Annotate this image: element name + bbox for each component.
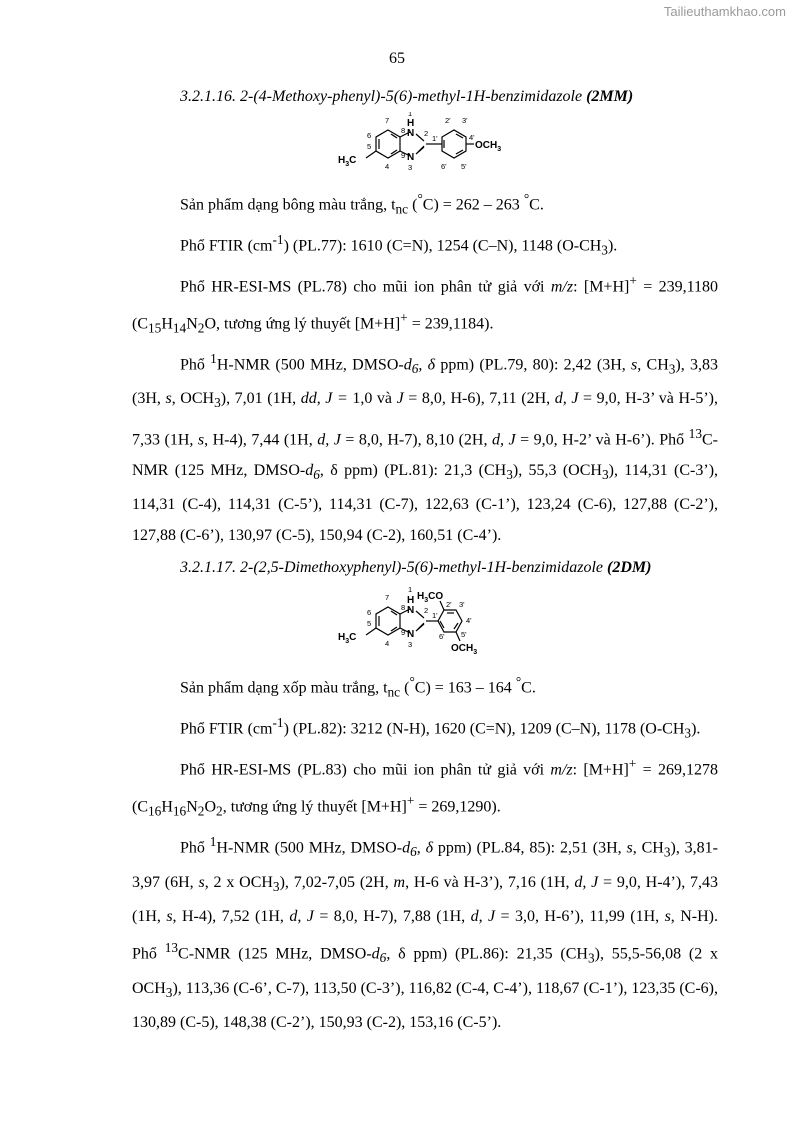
locant: 2' [446,600,452,610]
atom-h3c: $H_3C$ [338,632,357,646]
locant: 3 [408,163,413,172]
locant: 1' [432,611,438,621]
locant: 6 [367,131,372,140]
compound-code: (2MM) [586,88,634,105]
locant: 6' [441,162,447,171]
c2-appearance: Sản phẩm dạng xốp màu trắng, $t_{nc}$ (°C) = 163 – 164 °C. [180,674,536,700]
c1-nmr: Phổ $^1$H-NMR (500 MHz, DMSO-$d_6$, δ ppm) (PL.79, 80): 2,42 (3H, s, $CH_3$), 3,83 (3H, s, $OCH_3$), 7,01 (1H, dd, J = 1,0 và J = 8,0, H-6), 7,11 (2H, d, J = 9,0, H-3’ và H-5’), 7,33 (1H, s, H-4), 7,44 (1H, d, J = 8,0, H-7), 8,10 (2H, d, J = 9,0, H-2’ và H-6’). Phổ $^{13}$C-NMR (125 MHz, DMSO-$d_6$, δ ppm) (PL.81): 21,3 $(CH_3)$, 55,3 $(OCH_3)$, 114,31 (C-3’), 114,31 (C-4), 114,31 (C-5’), 114,31 (C-7), 122,63 (C-1’), 123,24 (C-6), 127,88 (C-2’), 127,88 (C-6’), 130,97 (C-5), 150,94 (C-2), 160,51 (C-4’). [132,350,719,544]
atom-n1: N [407,128,415,139]
atom-h1: H [407,595,415,607]
heading-text: 3.2.1.16. 2-(4-Methoxy-phenyl)-5(6)-methyl-1H-benzimidazole [180,88,587,105]
locant: 4 [385,639,390,649]
atom-och3: $OCH_3$ [451,643,478,657]
locant: 6' [439,632,445,642]
locant: 9 [401,151,406,160]
locant: 1 [408,112,413,118]
locant: 2 [424,129,429,138]
page-content [132,86,718,1039]
atom-h1: H [407,118,415,129]
c2-hrms: Phổ HR-ESI-MS (PL.83) cho mũi ion phân tử giả với m/z: [M+H]+ = 269,1278 ($C_{16}H_{16}N_2O_2$, tương ứng lý thuyết [M+H]+ = 269,1290). [132,756,719,819]
c1-hrms: Phổ HR-ESI-MS (PL.78) cho mũi ion phân tử giả với m/z: [M+H]+ = 239,1180 ($C_{15}H_{14}N_2O$, tương ứng lý thuyết [M+H]+ = 239,1184). [132,272,719,336]
locant: 5' [461,162,467,171]
compound-2mm-heading [132,86,718,108]
locant: 8 [401,603,406,613]
locant: 7 [385,116,390,125]
heading-text: 3.2.1.17. 2-(2,5-Dimethoxyphenyl)-5(6)-methyl-1H-benzimidazole [180,559,607,577]
atom-n3: N [407,152,415,163]
locant: 1 [408,585,413,595]
c2-ftir: Phổ FTIR $(cm^{-1})$ (PL.82): 3212 (N-H), 1620 (C=N), 1209 (C–N), 1178 $(O-CH_3)$. [180,715,701,741]
locant: 2' [445,116,451,125]
locant: 7 [385,593,390,603]
compound-code: (2DM) [606,559,652,577]
locant: 6 [367,608,372,618]
c1-ftir: Phổ FTIR $(cm^{-1})$ (PL.77): 1610 (C=N), 1254 (C–N), 1148 $(O-CH_3)$. [180,231,618,258]
locant: 3' [459,600,465,610]
locant: 5 [367,619,372,629]
locant: 5' [461,630,467,640]
locant: 4 [385,162,390,171]
locant: 9 [401,628,406,638]
locant: 5 [367,142,372,151]
locant: 4' [466,616,472,626]
atom-n3: N [407,629,415,641]
page-number: 65 [389,50,405,67]
locant: 2 [424,606,429,616]
locant: 8 [401,126,406,135]
locant: 3' [462,116,468,125]
compound-2dm-structure [320,583,530,665]
locant: 3 [408,640,413,650]
atom-och3: $OCH_3$ [475,140,502,153]
locant: 1' [432,134,438,143]
compound-2dm-heading [132,557,718,579]
compound-2mm-structure [320,112,530,182]
locant: 4' [469,133,475,142]
atom-h3co: $H_3CO$ [417,591,444,605]
watermark: Tailieuthamkhao.com [663,4,786,19]
atom-n1: N [407,605,415,617]
atom-h3c: $H_3C$ [338,155,357,168]
c1-appearance: Sản phẩm dạng bông màu trắng, $t_{nc}$ (°C) = 262 – 263 °C. [180,191,544,217]
c2-nmr: Phổ $^1$H-NMR (500 MHz, DMSO-$d_6$, δ ppm) (PL.84, 85): 2,51 (3H, s, $CH_3$), 3,81-3,97 (6H, s, 2 x $OCH_3$), 7,02-7,05 (2H, m, H-6 và H-3’), 7,16 (1H, d, J = 9,0, H-4’), 7,43 (1H, s, H-4), 7,52 (1H, d, J = 8,0, H-7), 7,88 (1H, d, J = 3,0, H-6’), 11,99 (1H, s, N-H). Phổ $^{13}$C-NMR (125 MHz, DMSO-$d_6$, δ ppm) (PL.86): 21,35 $(CH_3)$, 55,5-56,08 (2 x $OCH_3$), 113,36 (C-6’, C-7), 113,50 (C-3’), 116,82 (C-4, C-4’), 118,67 (C-1’), 123,35 (C-6), 130,89 (C-5), 148,38 (C-2’), 150,93 (C-2), 153,16 (C-5’). [132,833,719,1032]
